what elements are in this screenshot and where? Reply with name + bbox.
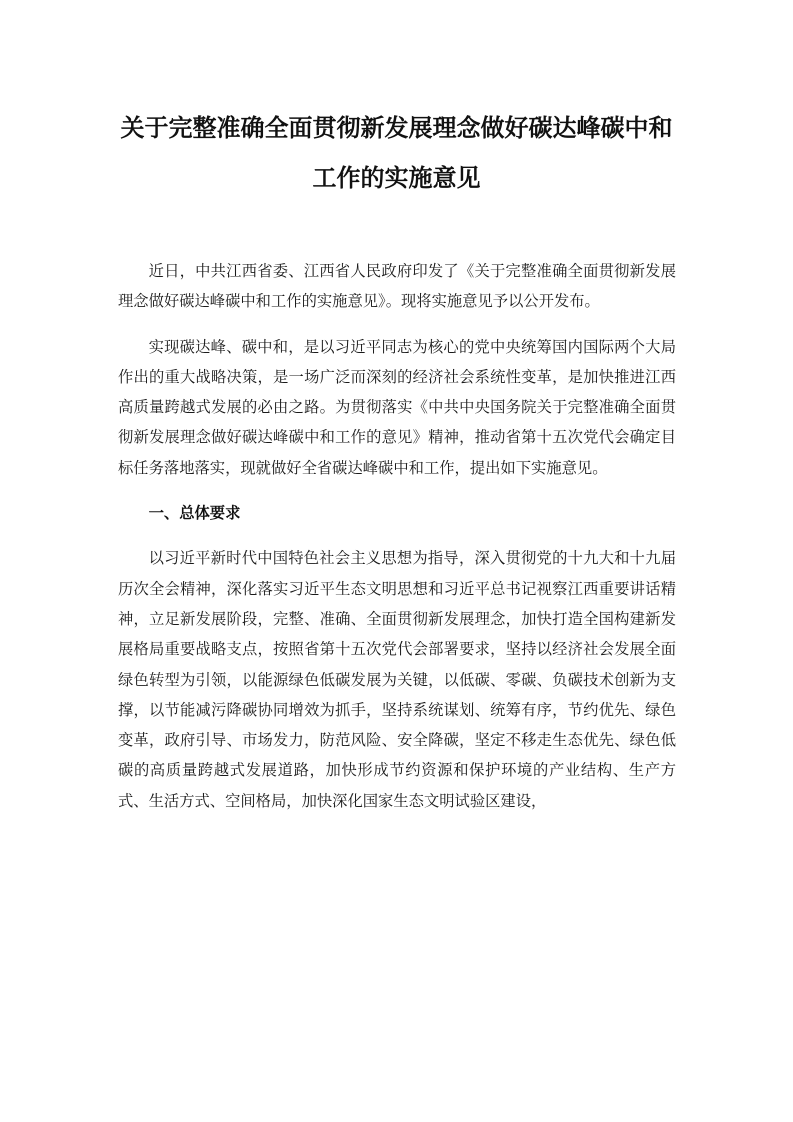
document-body: [118, 256, 676, 831]
section-heading-general-requirements: 一、总体要求: [148, 504, 241, 523]
background-paragraph: 实现碳达峰、碳中和，是以习近平同志为核心的党中央统筹国内国际两个大局作出的重大战略决策，是一场广泛而深刻的经济社会系统性变革，是加快推进江西高质量跨越式发展的必由之路。为贯彻落实《中共中央国务院关于完整准确全面贯彻新发展理念做好碳达峰碳中和工作的意见》精神，推动省第十五次党代会确定目标任务落地落实，现就做好全省碳达峰碳中和工作，提出如下实施意见。: [118, 337, 676, 477]
document-title-line-2: 工作的实施意见: [312, 164, 481, 192]
intro-paragraph: 近日，中共江西省委、江西省人民政府印发了《关于完整准确全面贯彻新发展理念做好碳达峰碳中和工作的实施意见》。现将实施意见予以公开发布。: [118, 262, 676, 311]
general-requirements-paragraph: 以习近平新时代中国特色社会主义思想为指导，深入贯彻党的十九大和十九届历次全会精神，深化落实习近平生态文明思想和习近平总书记视察江西重要讲话精神，立足新发展阶段，完整、准确、全面贯彻新发展理念，加快打造全国构建新发展格局重要战略支点，按照省第十五次党代会部署要求，坚持以经济社会发展全面绿色转型为引领，以能源绿色低碳发展为关键，以低碳、零碳、负碳技术创新为支撑，以节能减污降碳协同增效为抓手，坚持系统谋划、统筹有序，节约优先、绿色变革，政府引导、市场发力，防范风险、安全降碳，坚定不移走生态优先、绿色低碳的高质量跨越式发展道路，加快形成节约资源和保护环境的产业结构、生产方式、生活方式、空间格局，加快深化国家生态文明试验区建设，: [118, 549, 676, 810]
document-title-line-1: 关于完整准确全面贯彻新发展理念做好碳达峰碳中和: [120, 114, 673, 142]
